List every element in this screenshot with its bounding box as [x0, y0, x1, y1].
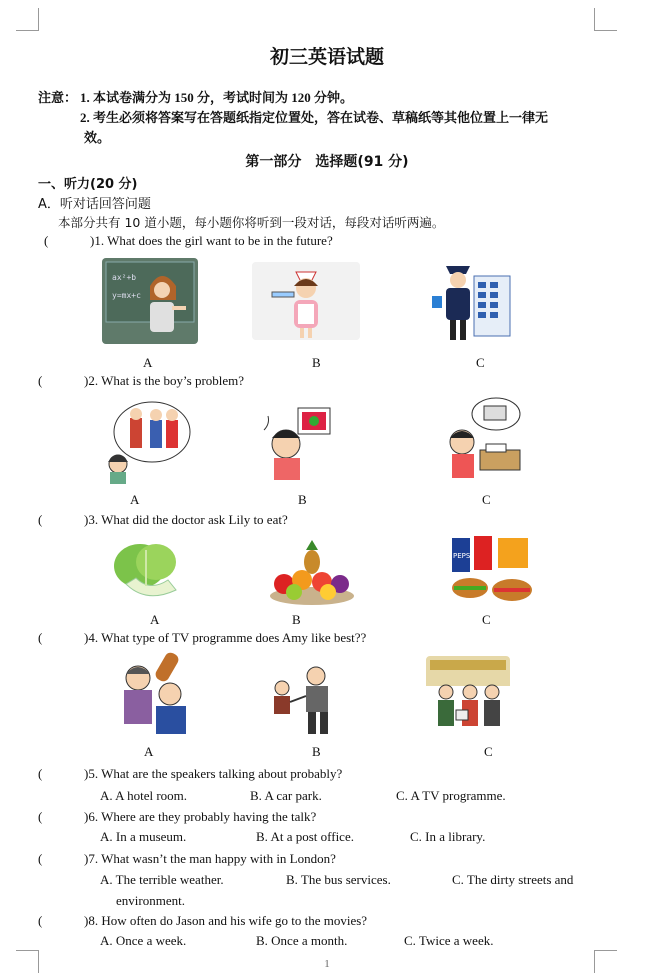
notice-line-2: 2. 考生必须将答案写在答题纸指定位置处，答在试卷、草稿纸等其他位置上一律无 — [80, 110, 549, 125]
q8-option-b: B. Once a month. — [256, 933, 348, 948]
tv-headache-image — [258, 402, 338, 482]
answer-paren-q8: ( — [38, 913, 43, 928]
crop-mark-top-left — [16, 8, 39, 31]
section-instructions: 本部分共有 10 道小题，每小题你将听到一段对话，每段对话听两遍。 — [58, 215, 445, 230]
q1-option-c-label: C — [476, 355, 485, 370]
q7-option-b: B. The bus services. — [286, 872, 391, 887]
crop-mark-top-right — [594, 8, 617, 31]
q6-option-b: B. At a post office. — [256, 829, 354, 844]
answer-paren-q5: ( — [38, 766, 43, 781]
comedy-scene-image — [112, 650, 198, 736]
q8-option-a: A. Once a week. — [100, 933, 187, 948]
q5-option-a: A. A hotel room. — [100, 788, 188, 803]
shopping-scene-image — [426, 656, 510, 736]
answer-paren-q1: ( — [44, 233, 49, 248]
svg-text:PEPSI: PEPSI — [453, 552, 473, 560]
q3-option-c-label: C — [482, 612, 491, 627]
question-2: )2. What is the boy’s problem? — [84, 373, 245, 388]
q3-option-a-label: A — [150, 612, 160, 627]
question-8: )8. How often do Jason and his wife go to the movies? — [84, 913, 368, 928]
answer-paren-q6: ( — [38, 809, 43, 824]
q6-option-c: C. In a library. — [410, 829, 486, 844]
question-7: )7. What wasn’t the man happy with in London? — [84, 851, 336, 866]
q7-option-c: C. The dirty streets and — [452, 872, 574, 887]
q6-option-a: A. In a museum. — [100, 829, 187, 844]
question-3: )3. What did the doctor ask Lily to eat? — [84, 512, 288, 527]
question-4: )4. What type of TV programme does Amy like best?? — [84, 630, 367, 645]
svg-text:y=mx+c: y=mx+c — [112, 291, 141, 300]
answer-paren-q7: ( — [38, 851, 43, 866]
q3-option-b-label: B — [292, 612, 301, 627]
action-scene-image — [262, 656, 344, 736]
answer-paren-q3: ( — [38, 512, 43, 527]
answer-paren-q4: ( — [38, 630, 43, 645]
q7-option-c-cont: environment. — [116, 893, 185, 908]
part-one-title: 第一部分 选择题(91 分) — [245, 154, 409, 170]
question-1: )1. What does the girl want to be in the future? — [90, 233, 333, 248]
cabbage-image — [106, 536, 186, 606]
fruit-bowl-image — [262, 540, 362, 610]
police-officer-image — [424, 256, 514, 348]
q2-option-b-label: B — [298, 492, 307, 507]
notice-line-2-cont: 效。 — [84, 130, 111, 145]
q5-option-c: C. A TV programme. — [396, 788, 506, 803]
section-listening-title: 一、听力(20 分) — [38, 177, 138, 192]
question-5: )5. What are the speakers talking about probably? — [84, 766, 343, 781]
answer-paren-q2: ( — [38, 373, 43, 388]
q4-option-a-label: A — [144, 744, 154, 759]
q1-option-b-label: B — [312, 355, 321, 370]
teacher-image — [102, 258, 198, 344]
notice-line-1: 1. 本试卷满分为 150 分，考试时间为 120 分钟。 — [80, 90, 354, 105]
section-a-title: A．听对话回答问题 — [38, 197, 151, 212]
page-number: 1 — [324, 958, 330, 970]
q7-option-a: A. The terrible weather. — [100, 872, 224, 887]
notice-label: 注意： — [38, 91, 78, 106]
question-6: )6. Where are they probably having the talk? — [84, 809, 317, 824]
page-title: 初三英语试题 — [269, 46, 384, 68]
q8-option-c: C. Twice a week. — [404, 933, 494, 948]
svg-text:ax²+b: ax²+b — [112, 273, 137, 282]
q1-option-a-label: A — [143, 355, 153, 370]
q4-option-b-label: B — [312, 744, 321, 759]
q2-option-c-label: C — [482, 492, 491, 507]
q2-option-a-label: A — [130, 492, 140, 507]
nurse-image — [252, 262, 360, 340]
fast-food-image — [446, 532, 538, 610]
worried-family-image — [100, 398, 192, 484]
student-tired-image — [440, 394, 524, 484]
q5-option-b: B. A car park. — [250, 788, 322, 803]
q4-option-c-label: C — [484, 744, 493, 759]
